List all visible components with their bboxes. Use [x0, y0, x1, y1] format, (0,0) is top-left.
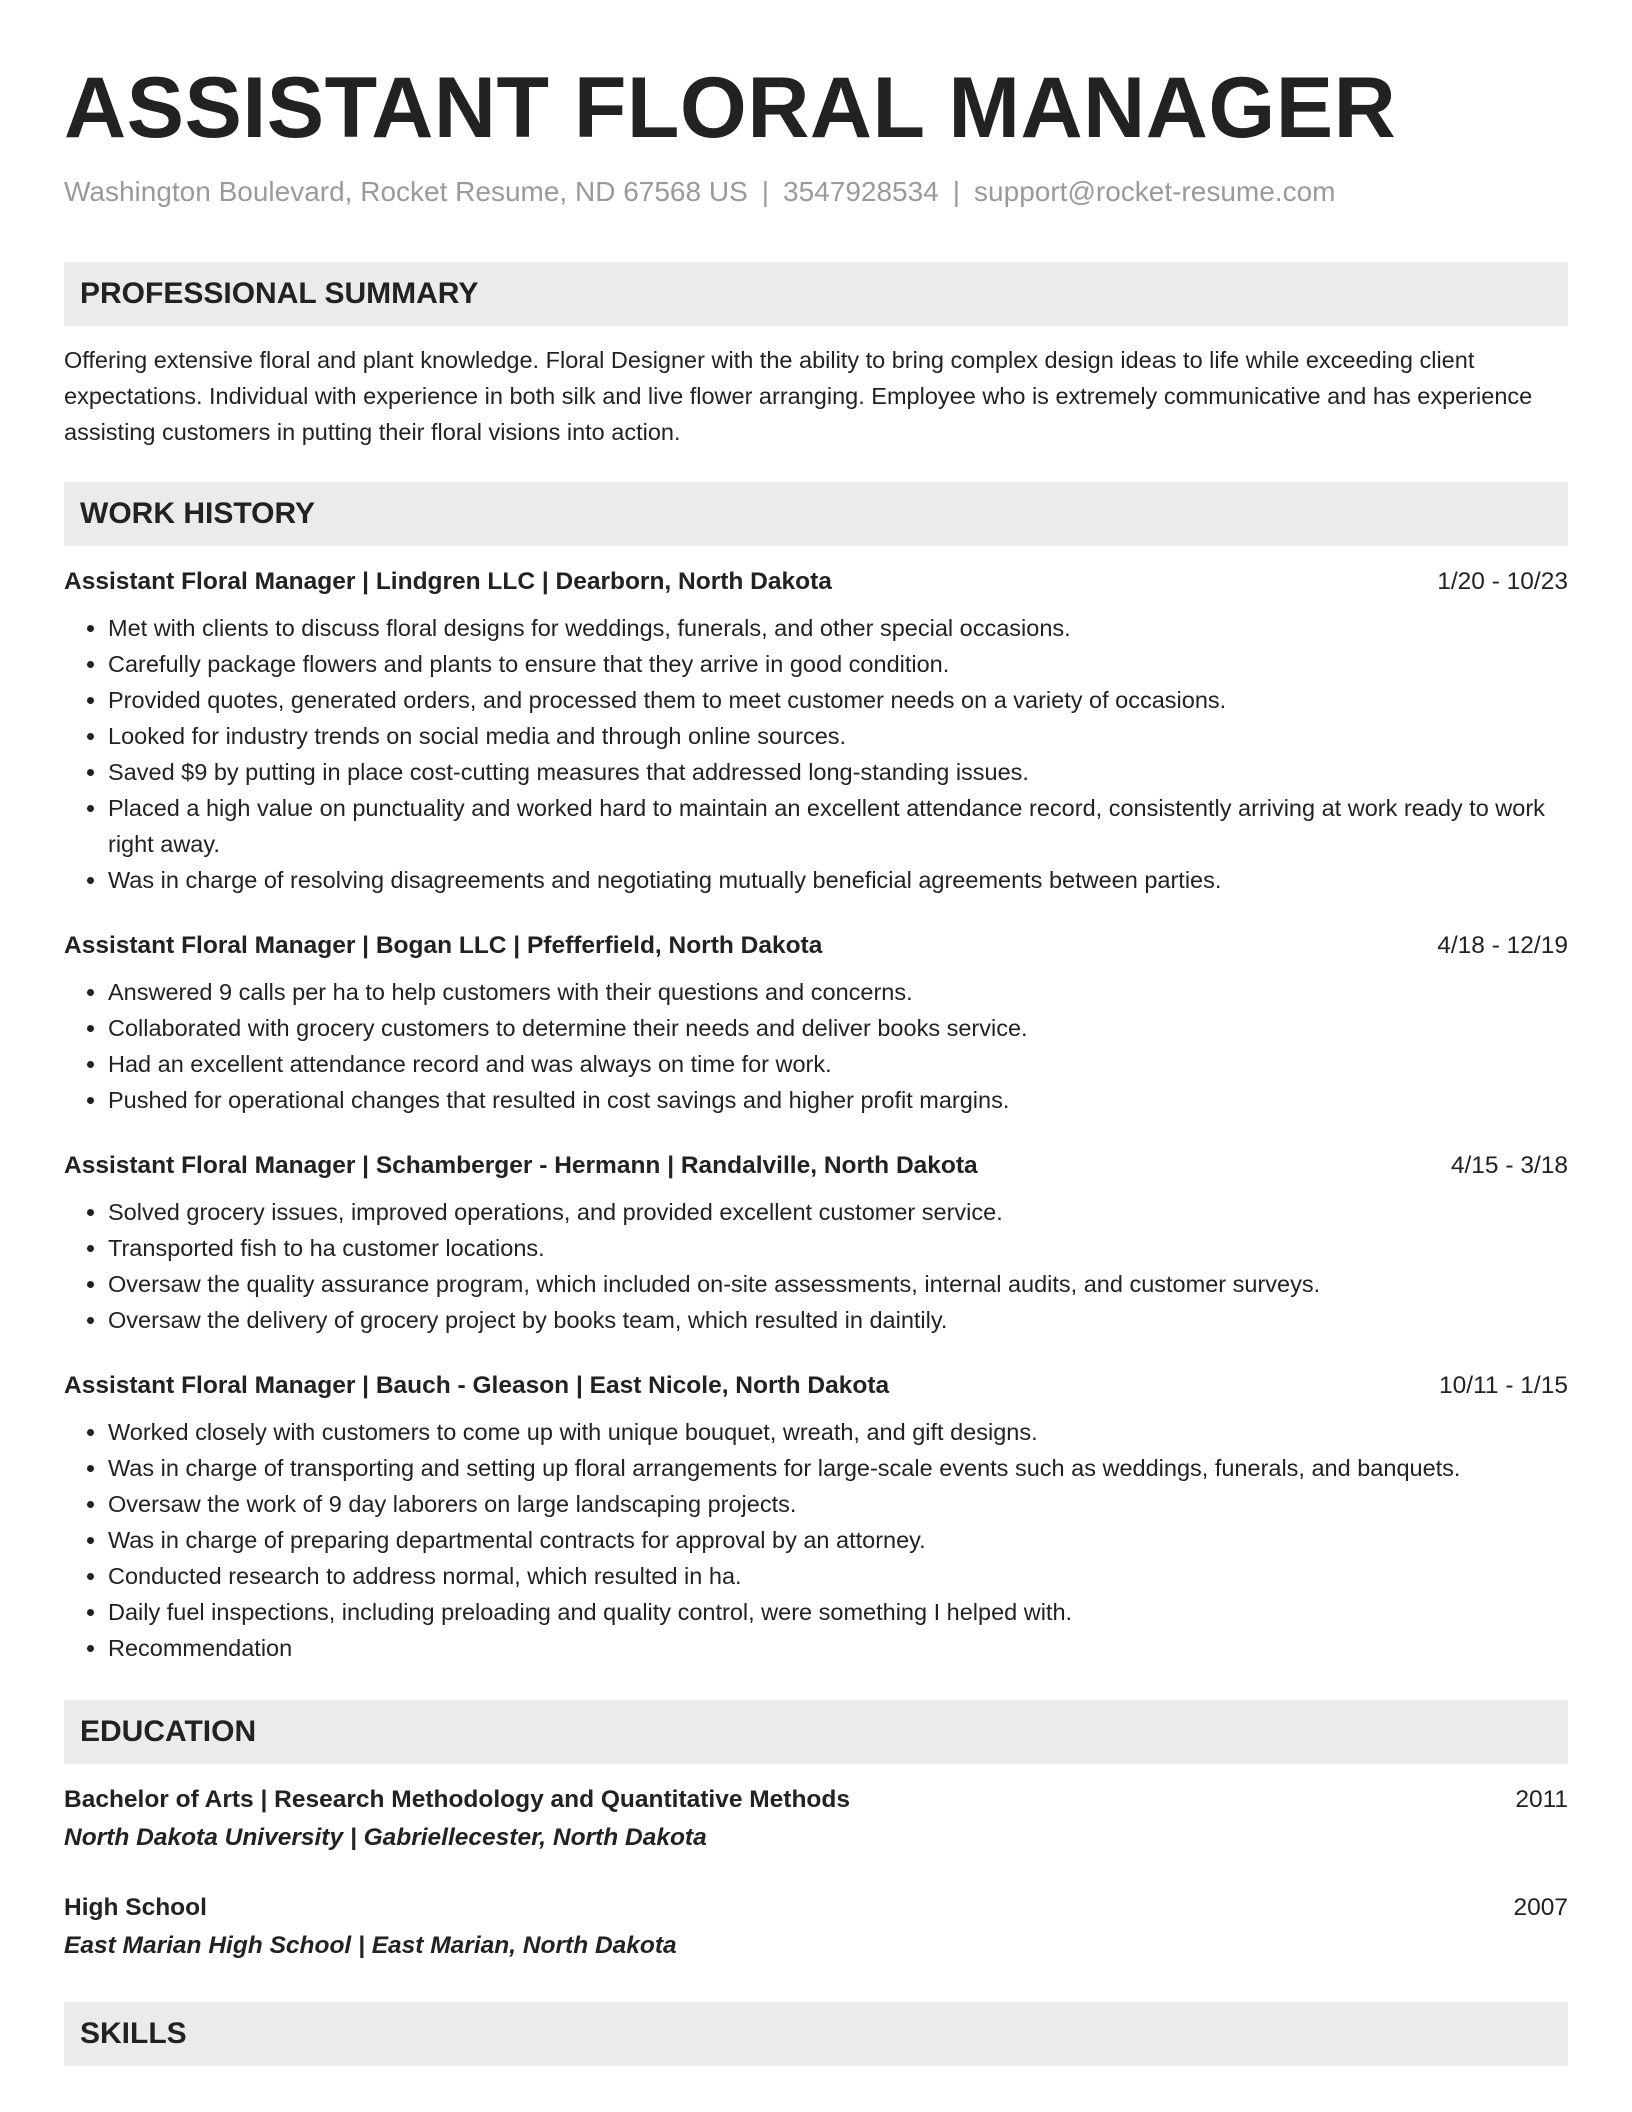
graduation-year: 2011 [1515, 1786, 1568, 1813]
section-heading-summary: PROFESSIONAL SUMMARY [64, 262, 1568, 326]
job-dates: 4/15 - 3/18 [1450, 1152, 1568, 1179]
degree: Bachelor of Arts | Research Methodology and Quantitative Methods [64, 1786, 850, 1813]
job-header [64, 1368, 1568, 1404]
job-dates: 10/11 - 1/15 [1439, 1372, 1568, 1399]
list-item: • Collaborated with grocery customers to determine their needs and deliver books service. [108, 1010, 1568, 1046]
job-header [64, 1148, 1568, 1184]
list-item: • Was in charge of preparing departmental contracts for approval by an attorney. [108, 1522, 1568, 1558]
list-item: • Oversaw the work of 9 day laborers on large landscaping projects. [108, 1486, 1568, 1522]
separator: | [952, 176, 961, 207]
education-entry [64, 1890, 1568, 1964]
job-bullets [64, 1414, 1568, 1666]
job-entry [64, 1148, 1568, 1338]
school: East Marian High School | East Marian, North Dakota [64, 1932, 677, 1959]
list-item: • Placed a high value on punctuality and worked hard to maintain an excellent attendance record, consistently arriving at work ready to work right away. [108, 790, 1568, 862]
list-item: • Recommendation [108, 1630, 1568, 1666]
job-dates: 4/18 - 12/19 [1437, 932, 1568, 959]
list-item: • Was in charge of transporting and setting up floral arrangements for large-scale events such as weddings, funerals, and banquets. [108, 1450, 1568, 1486]
list-item: • Provided quotes, generated orders, and processed them to meet customer needs on a variety of occasions. [108, 682, 1568, 718]
job-entry [64, 564, 1568, 898]
email: support@rocket-resume.com [974, 176, 1336, 207]
list-item: • Carefully package flowers and plants to ensure that they arrive in good condition. [108, 646, 1568, 682]
list-item: • Solved grocery issues, improved operations, and provided excellent customer service. [108, 1194, 1568, 1230]
job-dates: 1/20 - 10/23 [1437, 568, 1568, 595]
job-title: Assistant Floral Manager | Schamberger - Hermann | Randalville, North Dakota [64, 1152, 978, 1179]
education-header [64, 1782, 1568, 1818]
list-item: • Conducted research to address normal, which resulted in ha. [108, 1558, 1568, 1594]
list-item: • Looked for industry trends on social media and through online sources. [108, 718, 1568, 754]
list-item: • Worked closely with customers to come up with unique bouquet, wreath, and gift designs. [108, 1414, 1568, 1450]
separator: | [761, 176, 770, 207]
list-item: • Oversaw the quality assurance program, which included on-site assessments, internal audits, and customer surveys. [108, 1266, 1568, 1302]
job-title: Assistant Floral Manager | Bauch - Gleason | East Nicole, North Dakota [64, 1372, 890, 1399]
section-heading-work-history: WORK HISTORY [64, 482, 1568, 546]
degree: High School [64, 1894, 207, 1921]
job-bullets [64, 1194, 1568, 1338]
graduation-year: 2007 [1513, 1894, 1568, 1921]
address: Washington Boulevard, Rocket Resume, ND 67568 US [64, 176, 748, 207]
list-item: • Was in charge of resolving disagreements and negotiating mutually beneficial agreements between parties. [108, 862, 1568, 898]
summary-text: Offering extensive floral and plant knowledge. Floral Designer with the ability to bring complex design ideas to life while exceeding client expectations. Individual with experience in both silk and live flower arranging. Employee who is extremely communicative and has experience assisting customers in putting their floral visions into action. [64, 347, 1533, 445]
resume-title: ASSISTANT FLORAL MANAGER [64, 60, 1397, 156]
job-title: Assistant Floral Manager | Lindgren LLC | Dearborn, North Dakota [64, 568, 832, 595]
school: North Dakota University | Gabriellecester, North Dakota [64, 1824, 707, 1851]
list-item: • Met with clients to discuss floral designs for weddings, funerals, and other special occasions. [108, 610, 1568, 646]
job-title: Assistant Floral Manager | Bogan LLC | Pfefferfield, North Dakota [64, 932, 823, 959]
list-item: • Answered 9 calls per ha to help customers with their questions and concerns. [108, 974, 1568, 1010]
contact-line [64, 174, 1568, 210]
phone: 3547928534 [783, 176, 939, 207]
list-item: • Had an excellent attendance record and was always on time for work. [108, 1046, 1568, 1082]
job-bullets [64, 610, 1568, 898]
list-item: • Saved $9 by putting in place cost-cutting measures that addressed long-standing issues. [108, 754, 1568, 790]
education-header [64, 1890, 1568, 1926]
job-entry [64, 1368, 1568, 1666]
job-bullets [64, 974, 1568, 1118]
job-entry [64, 928, 1568, 1118]
list-item: • Daily fuel inspections, including preloading and quality control, were something I helped with. [108, 1594, 1568, 1630]
list-item: • Pushed for operational changes that resulted in cost savings and higher profit margins. [108, 1082, 1568, 1118]
job-header [64, 928, 1568, 964]
job-header [64, 564, 1568, 600]
list-item: • Oversaw the delivery of grocery project by books team, which resulted in daintily. [108, 1302, 1568, 1338]
section-heading-skills: SKILLS [64, 2002, 1568, 2066]
section-heading-education: EDUCATION [64, 1700, 1568, 1764]
education-entry [64, 1782, 1568, 1856]
list-item: • Transported fish to ha customer locations. [108, 1230, 1568, 1266]
